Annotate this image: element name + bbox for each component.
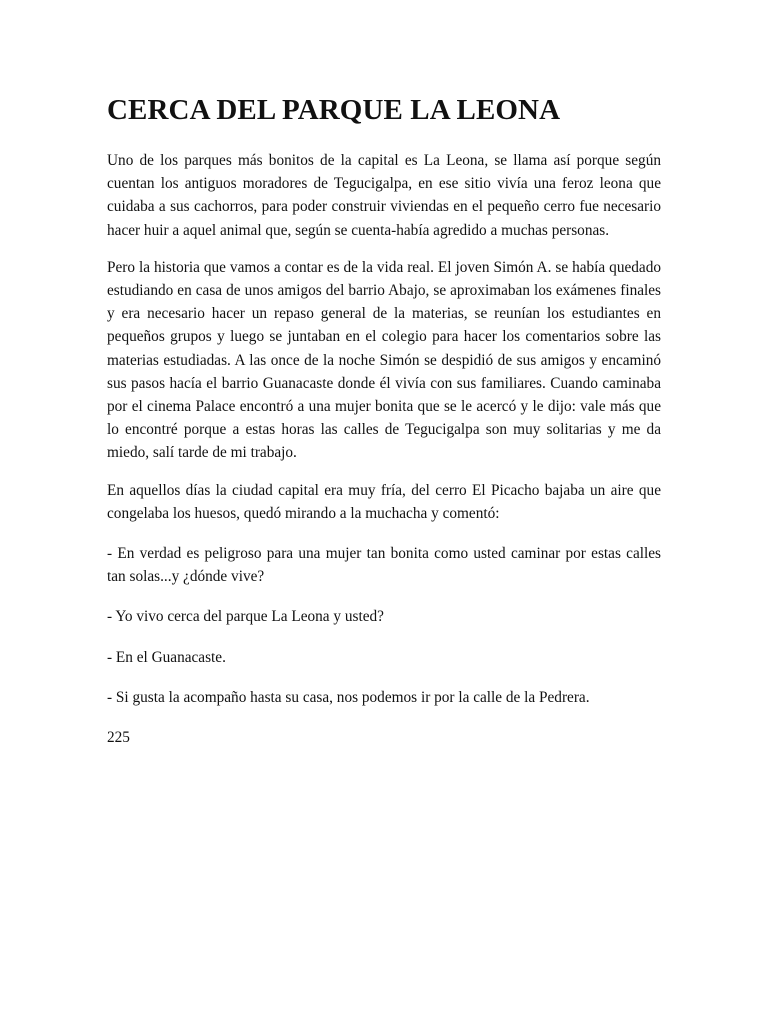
dialog-line: - En el Guanacaste. xyxy=(107,648,226,666)
page-title: CERCA DEL PARQUE LA LEONA xyxy=(107,94,561,126)
paragraph-intro: Uno de los parques más bonitos de la capital es La Leona, se llama así porque según cuentan los antiguos moradores de Tegucigalpa, en ese sitio vivía una feroz leona que cuidaba a sus cachorros, para poder construir viviendas en el pequeño cerro fue necesario hacer huir a aquel animal que, según se cuenta-había agredido a muchas personas. xyxy=(107,152,661,239)
paragraph-story: Pero la historia que vamos a contar es de la vida real. El joven Simón A. se había quedado estudiando en casa de unos amigos del barrio Abajo, se aproximaban los exámenes finales y era necesario hacer un repaso general de la materias, se reunían los estudiantes en pequeños grupos y luego se juntaban en el colegio para hacer los comentarios sobre las materias estudiadas. A las once de la noche Simón se despidió de sus amigos y encaminó sus pasos hacía el barrio Guanacaste donde él vivía con sus familiares. Cuando caminaba por el cinema Palace encontró a una mujer bonita que se le acercó y le dijo: vale más que lo encontré porque a estas horas las calles de Tegucigalpa son muy solitarias y me da miedo, salí tarde de mi trabajo. xyxy=(107,258,661,462)
document-page xyxy=(107,92,661,749)
page-number: 225 xyxy=(107,729,130,747)
dialog-line: - Yo vivo cerca del parque La Leona y usted? xyxy=(107,608,384,626)
dialog-line: - Si gusta la acompaño hasta su casa, nos podemos ir por la calle de la Pedrera. xyxy=(107,688,590,706)
dialog-line: - En verdad es peligroso para una mujer tan bonita como usted caminar por estas calles tan solas...y ¿dónde vive? xyxy=(107,545,661,586)
paragraph-weather: En aquellos días la ciudad capital era muy fría, del cerro El Picacho bajaba un aire que congelaba los huesos, quedó mirando a la muchacha y comentó: xyxy=(107,481,661,522)
